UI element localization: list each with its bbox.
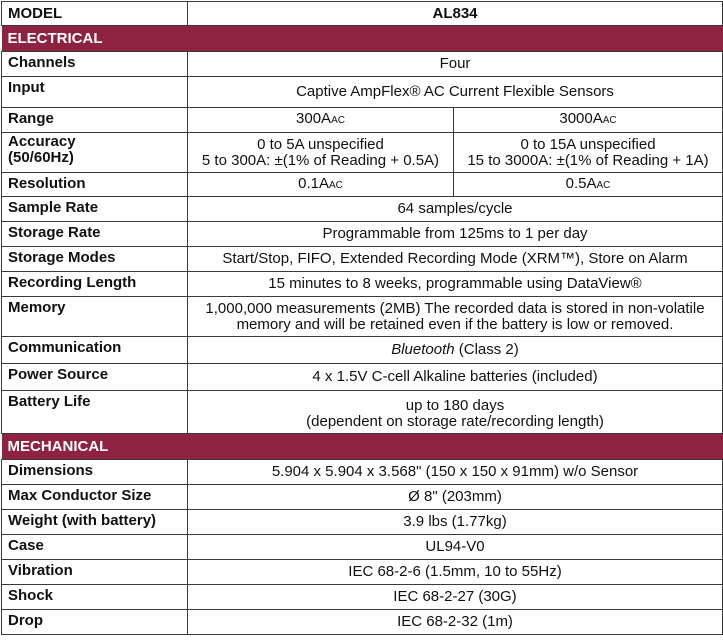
dimensions-label: Dimensions [2, 460, 188, 485]
recording-length-value: 15 minutes to 8 weeks, programmable using DataView® [188, 272, 723, 297]
communication-value: Bluetooth (Class 2) [188, 337, 723, 364]
channels-row [2, 52, 723, 77]
power-source-label: Power Source [2, 364, 188, 391]
drop-label: Drop [2, 610, 188, 635]
max-conductor-label: Max Conductor Size [2, 485, 188, 510]
dimensions-row [2, 460, 723, 485]
storage-rate-label: Storage Rate [2, 222, 188, 247]
power-source-row [2, 364, 723, 391]
sample-rate-label: Sample Rate [2, 197, 188, 222]
weight-label: Weight (with battery) [2, 510, 188, 535]
input-row [2, 77, 723, 108]
storage-modes-value: Start/Stop, FIFO, Extended Recording Mode (XRM™), Store on Alarm [188, 247, 723, 272]
max-conductor-value: Ø 8" (203mm) [188, 485, 723, 510]
dimensions-value: 5.904 x 5.904 x 3.568" (150 x 150 x 91mm) w/o Sensor [188, 460, 723, 485]
sample-rate-row [2, 197, 723, 222]
model-label: MODEL [2, 2, 188, 26]
weight-value: 3.9 lbs (1.77kg) [188, 510, 723, 535]
range-label: Range [2, 108, 188, 133]
vibration-label: Vibration [2, 560, 188, 585]
recording-length-label: Recording Length [2, 272, 188, 297]
range-value-3000: 3000AAC [454, 108, 723, 133]
storage-modes-row [2, 247, 723, 272]
range-value-300: 300AAC [188, 108, 454, 133]
spec-table [1, 1, 723, 635]
case-row [2, 535, 723, 560]
battery-life-value: up to 180 days (dependent on storage rate/recording length) [188, 391, 723, 434]
accuracy-label: Accuracy (50/60Hz) [2, 133, 188, 173]
resolution-value-300: 0.1AAC [188, 173, 454, 197]
model-value: AL834 [188, 2, 723, 26]
sample-rate-value: 64 samples/cycle [188, 197, 723, 222]
memory-row [2, 297, 723, 337]
resolution-row [2, 173, 723, 197]
communication-label: Communication [2, 337, 188, 364]
vibration-row [2, 560, 723, 585]
communication-row [2, 337, 723, 364]
channels-value: Four [188, 52, 723, 77]
drop-value: IEC 68-2-32 (1m) [188, 610, 723, 635]
mechanical-section-header [2, 434, 723, 460]
resolution-label: Resolution [2, 173, 188, 197]
shock-label: Shock [2, 585, 188, 610]
shock-value: IEC 68-2-27 (30G) [188, 585, 723, 610]
drop-row [2, 610, 723, 635]
shock-row [2, 585, 723, 610]
power-source-value: 4 x 1.5V C-cell Alkaline batteries (included) [188, 364, 723, 391]
storage-rate-value: Programmable from 125ms to 1 per day [188, 222, 723, 247]
storage-modes-label: Storage Modes [2, 247, 188, 272]
case-value: UL94-V0 [188, 535, 723, 560]
memory-value: 1,000,000 measurements (2MB) The recorded data is stored in non-volatile memory and will be retained even if the battery is low or removed. [188, 297, 723, 337]
accuracy-row [2, 133, 723, 173]
electrical-section-header [2, 26, 723, 52]
vibration-value: IEC 68-2-6 (1.5mm, 10 to 55Hz) [188, 560, 723, 585]
weight-row [2, 510, 723, 535]
resolution-value-3000: 0.5AAC [454, 173, 723, 197]
case-label: Case [2, 535, 188, 560]
accuracy-value-300: 0 to 5A unspecified 5 to 300A: ±(1% of Reading + 0.5A) [188, 133, 454, 173]
max-conductor-row [2, 485, 723, 510]
recording-length-row [2, 272, 723, 297]
channels-label: Channels [2, 52, 188, 77]
memory-label: Memory [2, 297, 188, 337]
storage-rate-row [2, 222, 723, 247]
electrical-title: ELECTRICAL [2, 26, 723, 52]
battery-life-label: Battery Life [2, 391, 188, 434]
mechanical-title: MECHANICAL [2, 434, 723, 460]
input-label: Input [2, 77, 188, 108]
battery-life-row [2, 391, 723, 434]
accuracy-value-3000: 0 to 15A unspecified 15 to 3000A: ±(1% of Reading + 1A) [454, 133, 723, 173]
model-row [2, 2, 723, 26]
range-row [2, 108, 723, 133]
input-value: Captive AmpFlex® AC Current Flexible Sensors [188, 77, 723, 108]
